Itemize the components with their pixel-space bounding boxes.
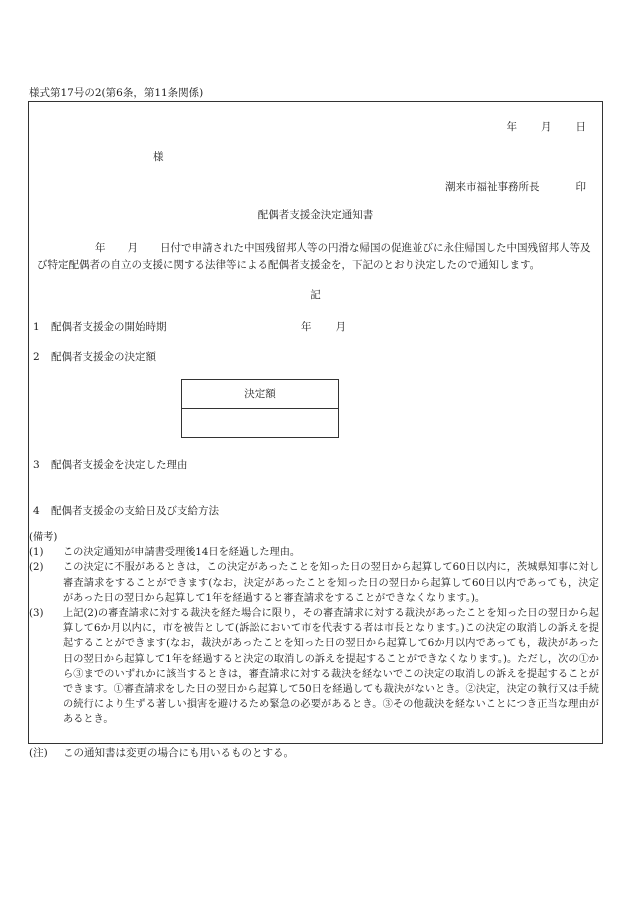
date-day: 日 — [575, 121, 586, 133]
amount-table — [181, 379, 339, 438]
item-decided-amount: 2 配偶者支援金の決定額 — [33, 351, 156, 363]
remark-note: (2) この決定に不服があるときは，この決定があったことを知った日の翌日から起算して60日以内に，茨城県知事に対し審査請求をすることができます(なお，決定があったことを知った日の翌日から起算して60日以内であっても，決定があった日の翌日から起算して1年を経過すると審査請求をすることができなくなります。)。 — [29, 562, 599, 604]
sender — [445, 180, 586, 194]
document-title: 配偶者支援金決定通知書 — [257, 209, 374, 221]
start-period-value — [301, 320, 346, 334]
date-line — [507, 120, 587, 134]
amount-table-value — [182, 409, 338, 438]
item-payment: 4 配偶者支援金の支給日及び支給方法 — [33, 505, 219, 517]
intro-body: 日付で申請された中国残留邦人等の円滑な帰国の促進並びに永住帰国した中国残留邦人等及び特定配偶者の自立の支援に関する法律等による配偶者支援金を，下記のとおり決定したので通知します。 — [37, 242, 591, 271]
seal-mark: 印 — [575, 181, 586, 193]
amount-table-header: 決定額 — [182, 380, 338, 409]
footer-note: (注) この通知書は変更の場合にも用いるものとする。 — [29, 747, 294, 759]
remarks-title: (備考) — [29, 532, 58, 543]
sender-name: 潮来市福祉事務所長 — [445, 181, 540, 193]
notice-frame — [28, 101, 603, 744]
remark-note: (3) 上記(2)の審査請求に対する裁決を経た場合に限り，その審査請求に対する裁決があったことを知った日の翌日から起算して6か月以内に，市を被告として(訴訟において市を代表する者は市長となります。)この決定の取消しの訴えを提起することができます(なお，裁決があったことを知った日の翌日から起算して6か月以内であっても，裁決があった日の翌日から起算して1年を経過すると決定の取消しの訴えを提起することができなくなります。)。ただし，次の①から③までのいずれかに該当するときは，審査請求に対する裁決を経ないでこの決定の取消しの訴えを提起することができます。①審査請求をした日の翌日から起算して50日を経過しても裁決がないとき。②決定，決定の執行又は手続の続行により生ずる著しい損害を避けるため緊急の必要があるとき。③その他裁決を経ないことにつき正当な理由があるとき。 — [29, 608, 599, 726]
addressee: 様 — [153, 151, 164, 163]
item-reason: 3 配偶者支援金を決定した理由 — [33, 459, 188, 471]
intro-year: 年 — [95, 242, 106, 254]
start-year: 年 — [301, 321, 312, 333]
intro-paragraph — [37, 240, 597, 273]
remarks-section — [29, 530, 604, 728]
date-month: 月 — [541, 121, 552, 133]
remark-note: (1) この決定通知が申請書受理後14日を経過した理由。 — [29, 547, 301, 559]
intro-month: 月 — [127, 242, 138, 254]
date-year: 年 — [506, 121, 517, 133]
ki-heading: 記 — [310, 289, 321, 301]
item-start-period: 1 配偶者支援金の開始時期 — [33, 321, 167, 333]
start-month: 月 — [335, 321, 346, 333]
form-number: 様式第17号の2(第6条，第11条関係) — [29, 87, 204, 99]
